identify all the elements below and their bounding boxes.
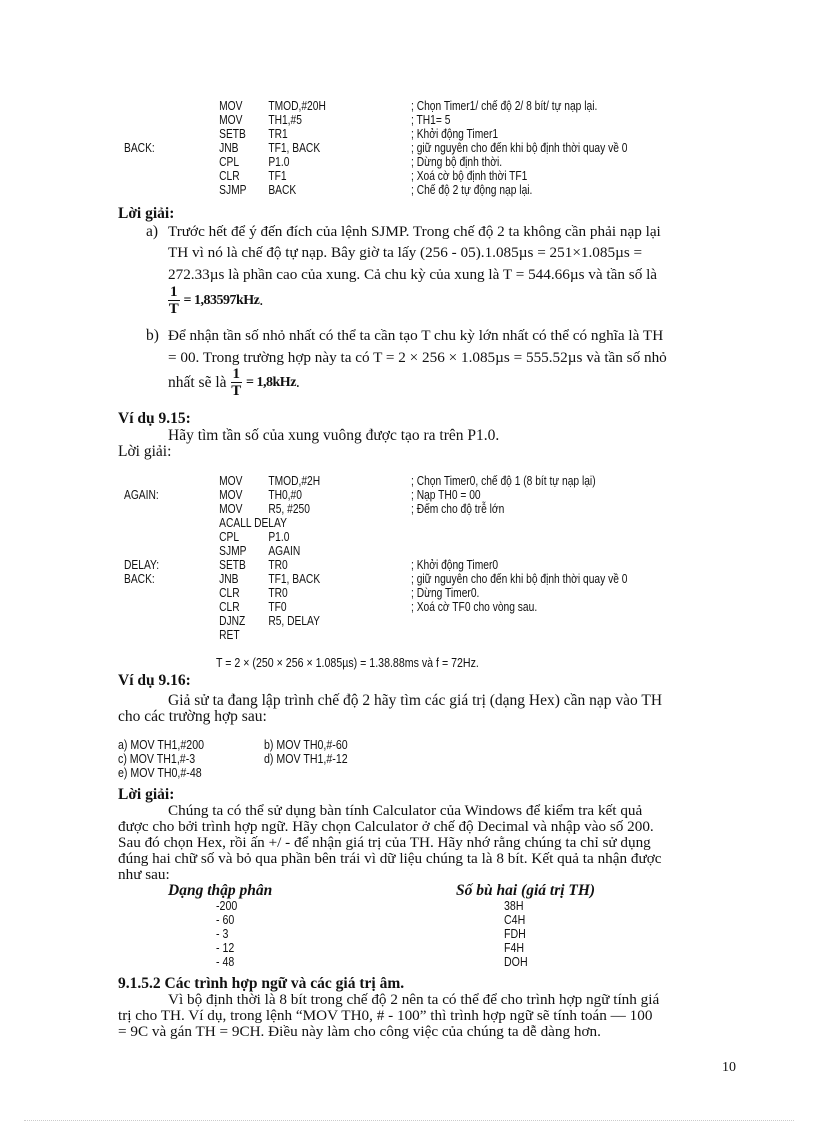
table-cell-dec: - 3: [216, 927, 229, 941]
option-d: d) MOV TH1,#-12: [264, 752, 348, 766]
code-comment: ; Chế độ 2 tự động nạp lại.: [411, 183, 533, 197]
code-line: [124, 502, 747, 516]
code-operand: TMOD,#2H: [268, 474, 321, 488]
code-operand: TR0: [268, 558, 288, 572]
code-label: BACK:: [124, 572, 155, 586]
table-cell-hex: FDH: [504, 927, 526, 941]
example-9-16-heading: Ví dụ 9.16:: [118, 672, 191, 689]
solution-heading: Lời giải:: [118, 205, 175, 222]
code-label: DELAY:: [124, 558, 160, 572]
code-block-timer0: [124, 474, 747, 642]
code-block-timer1: [124, 99, 747, 197]
code-operand: TF1, BACK: [268, 141, 321, 155]
code-opcode: CLR: [219, 169, 240, 183]
code-operand: AGAIN: [268, 544, 301, 558]
table-cell-hex: F4H: [504, 941, 525, 955]
code-comment: ; Khởi động Timer1: [411, 127, 499, 141]
option-a: a) MOV TH1,#200: [118, 738, 205, 752]
code-comment: ; giữ nguyên cho đến khi bộ định thời quay về 0: [411, 141, 628, 155]
code-opcode: ACALL DELAY: [219, 516, 287, 530]
code-line: [124, 127, 747, 141]
code-comment: ; Chọn Timer0, chế độ 1 (8 bít tự nạp lại): [411, 474, 596, 488]
code-comment: ; giữ nguyên cho đến khi bộ định thời quay về 0: [411, 572, 628, 586]
code-operand: TR0: [268, 586, 288, 600]
example-9-16-line-1: Giả sử ta đang lập trình chế độ 2 hãy tìm các giá trị (dạng Hex) cần nạp vào TH: [168, 692, 663, 709]
option-e: e) MOV TH0,#-48: [118, 766, 202, 780]
solution-paragraph-line-4: đúng hai chữ số và bỏ qua phần bên trái vì dữ liệu chúng ta là 8 bít. Kết quả ta nhận được: [118, 850, 662, 867]
section-line-2: trị cho TH. Ví dụ, trong lệnh “MOV TH0, # - 100” thì trình hợp ngữ sẽ tính toán — 100: [118, 1007, 653, 1024]
code-comment: ; Chọn Timer1/ chế độ 2/ 8 bít/ tự nạp lại.: [411, 99, 598, 113]
page-number: 10: [722, 1060, 736, 1075]
code-opcode: RET: [219, 628, 240, 642]
code-operand: R5, DELAY: [268, 614, 320, 628]
table-cell-dec: - 48: [216, 955, 235, 969]
option-c: c) MOV TH1,#-3: [118, 752, 196, 766]
code-line: [124, 586, 747, 600]
code-line: [124, 530, 747, 544]
code-operand: TR1: [268, 127, 288, 141]
example-9-15-text: Hãy tìm tần số của xung vuông được tạo ra trên P1.0.: [168, 427, 500, 444]
code-opcode: CLR: [219, 600, 240, 614]
fraction-one-over-t: $\frac{1}{T}$: [231, 366, 242, 399]
item-a-line-1: Trước hết để ý đến đích của lệnh SJMP. Trong chế độ 2 ta không cần phải nạp lại: [168, 223, 661, 240]
code-comment: ; TH1= 5: [411, 113, 451, 127]
code-opcode: JNB: [219, 141, 239, 155]
solution-paragraph-line-3: Sau đó chọn Hex, rồi ấn +/ - để nhận giá trị của TH. Hãy nhớ rằng chúng ta chỉ sử dụng: [118, 834, 651, 851]
item-b-line-3: nhất sẽ là $\frac{1}{T}$ = 1,8kHz.: [168, 366, 300, 399]
code-comment: ; Dừng Timer0.: [411, 586, 480, 600]
code-opcode: MOV: [219, 474, 243, 488]
code-comment: ; Xoá cờ bộ định thời TF1: [411, 169, 528, 183]
section-9-1-5-2-heading: 9.1.5.2 Các trình hợp ngữ và các giá trị âm.: [118, 975, 405, 992]
item-b-line-2: = 00. Trong trường hợp này ta có T = 2 × 256 × 1.085µs = 555.52µs và tần số nhỏ: [168, 349, 667, 366]
table-column-hex: [504, 899, 532, 969]
code-line: [124, 544, 747, 558]
code-comment: ; Đếm cho độ trễ lớn: [411, 502, 505, 516]
code-opcode: CLR: [219, 586, 240, 600]
example-9-15-solution-heading: Lời giải:: [118, 443, 172, 460]
code-opcode: CPL: [219, 530, 240, 544]
code-operand: TF0: [268, 600, 287, 614]
fraction-one-over-t: $\frac{1}{T}$: [168, 284, 179, 317]
code-opcode: MOV: [219, 113, 243, 127]
code-line: [124, 572, 747, 586]
item-b-line-1: Để nhận tần số nhỏ nhất có thể ta cần tạo T chu kỳ lớn nhất có thể có nghĩa là TH: [168, 327, 664, 344]
table-cell-dec: - 60: [216, 913, 235, 927]
item-a-line-2: TH vì nó là chế độ tự nạp. Bây giờ ta lấy (256 - 05).1.085µs = 251×1.085µs =: [168, 244, 643, 261]
item-b-marker: b): [146, 327, 159, 344]
code-comment: ; Dừng bộ định thời.: [411, 155, 503, 169]
table-cell-hex: 38H: [504, 899, 524, 913]
table-cell-dec: -200: [216, 899, 238, 913]
table-column-decimal: [216, 899, 241, 969]
code-opcode: JNB: [219, 572, 239, 586]
code-line: [124, 169, 747, 183]
code-line: [124, 183, 747, 197]
code-line: [124, 488, 747, 502]
solution-paragraph-line-1: Chúng ta có thể sử dụng bàn tính Calculator của Windows để kiểm tra kết quả: [168, 802, 643, 819]
item-a-marker: a): [146, 223, 159, 240]
code-opcode: SETB: [219, 127, 246, 141]
code-line: [124, 628, 747, 642]
option-b: b) MOV TH0,#-60: [264, 738, 348, 752]
section-line-3: = 9C và gán TH = 9CH. Điều này làm cho công việc của chúng ta dễ dàng hơn.: [118, 1023, 601, 1040]
item-a-result: $\frac{1}{T}$ = 1,83597kHz.: [168, 284, 264, 317]
example-9-16-line-2: cho các trường hợp sau:: [118, 708, 267, 725]
code-opcode: SETB: [219, 558, 246, 572]
code-operand: P1.0: [268, 155, 290, 169]
code-operand: BACK: [268, 183, 297, 197]
example-9-16-solution-heading: Lời giải:: [118, 786, 175, 803]
code-comment: ; Khởi động Timer0: [411, 558, 499, 572]
table-header-twos-complement: Số bù hai (giá trị TH): [456, 882, 596, 899]
code-line: [124, 558, 747, 572]
code-line: [124, 113, 747, 127]
code-operand: R5, #250: [268, 502, 310, 516]
code-opcode: DJNZ: [219, 614, 246, 628]
code-operand: P1.0: [268, 530, 290, 544]
code-line: [124, 474, 747, 488]
code-operand: TH0,#0: [268, 488, 302, 502]
page-bottom-rule: [24, 1120, 794, 1121]
code-comment: ; Nạp TH0 = 00: [411, 488, 481, 502]
table-header-decimal: Dạng thập phân: [168, 882, 273, 899]
solution-paragraph-line-2: được cho bởi trình hợp ngữ. Hãy chọn Calculator ở chế độ Decimal và nhập vào số 200.: [118, 818, 654, 835]
code-comment: ; Xoá cờ TF0 cho vòng sau.: [411, 600, 538, 614]
result-min-frequency: = 1,8kHz: [246, 375, 296, 390]
code-line: [124, 141, 747, 155]
section-line-1: Vì bộ định thời là 8 bít trong chế độ 2 nên ta có thể để cho trình hợp ngữ tính giá: [168, 991, 660, 1008]
code-opcode: SJMP: [219, 544, 247, 558]
code-opcode: SJMP: [219, 183, 247, 197]
code-opcode: MOV: [219, 502, 243, 516]
example-9-15-heading: Ví dụ 9.15:: [118, 410, 191, 427]
code-line: [124, 600, 747, 614]
table-cell-dec: - 12: [216, 941, 235, 955]
code-opcode: MOV: [219, 488, 243, 502]
code-line: [124, 99, 747, 113]
result-frequency: = 1,83597kHz: [183, 293, 260, 308]
solution-paragraph-line-5: như sau:: [118, 866, 170, 883]
period-formula: T = 2 × (250 × 256 × 1.085µs) = 1.38.88ms và f = 72Hz.: [216, 656, 479, 670]
code-label: AGAIN:: [124, 488, 159, 502]
code-operand: TH1,#5: [268, 113, 302, 127]
code-operand: TF1, BACK: [268, 572, 321, 586]
table-cell-hex: DOH: [504, 955, 528, 969]
code-operand: TMOD,#20H: [268, 99, 326, 113]
code-operand: TF1: [268, 169, 287, 183]
code-label: BACK:: [124, 141, 155, 155]
code-line: [124, 516, 747, 530]
code-line: [124, 155, 747, 169]
code-opcode: CPL: [219, 155, 240, 169]
code-line: [124, 614, 747, 628]
code-opcode: MOV: [219, 99, 243, 113]
item-a-line-3: 272.33µs là phần cao của xung. Cả chu kỳ của xung là T = 544.66µs và tần số là: [168, 266, 658, 283]
table-cell-hex: C4H: [504, 913, 526, 927]
